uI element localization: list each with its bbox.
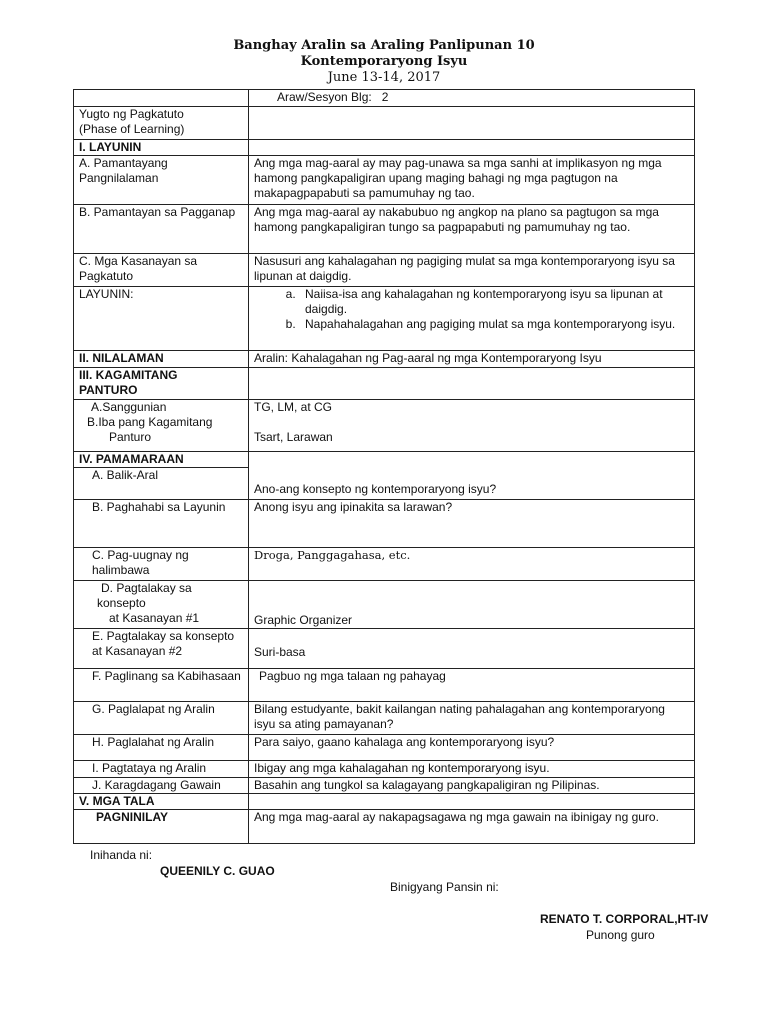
document-date: June 13-14, 2017	[327, 70, 441, 85]
kasanayan-label: C. Mga Kasanayan sa Pagkatuto	[74, 254, 249, 287]
table-row	[74, 761, 695, 778]
paghahabi-value: Anong isyu ang ipinakita sa larawan?	[249, 500, 695, 548]
table-row	[74, 794, 695, 810]
table-row	[74, 548, 695, 581]
table-row	[74, 735, 695, 761]
paglalahat-label: H. Paglalahat ng Aralin	[74, 735, 249, 761]
table-row	[74, 287, 695, 351]
sanggunian-value: TG, LM, at CG	[254, 400, 333, 414]
sanggunian-values	[249, 400, 695, 452]
list-item: b. Napahahalagahan ang pagiging mulat sa mga kontemporaryong isyu.	[299, 317, 689, 332]
phase-label: Yugto ng Pagkatuto (Phase of Learning)	[74, 107, 249, 140]
table-row	[74, 500, 695, 548]
list-item: a. Naiisa-isa ang kahalagahan ng kontemporaryong isyu sa lipunan at daigdig.	[299, 287, 689, 317]
pag-uugnay-label: C. Pag-uugnay ng halimbawa	[74, 548, 249, 581]
nilalaman-value: Aralin: Kahalagahan ng Pag-aaral ng mga Kontemporaryong Isyu	[249, 351, 695, 368]
table-cell	[249, 107, 695, 140]
document-subtitle: Kontemporaryong Isyu	[300, 54, 468, 69]
session-cell	[249, 90, 695, 107]
pag-uugnay-value: Droga, Panggagahasa, etc.	[249, 548, 695, 581]
table-row	[74, 90, 695, 107]
pagtataya-label: I. Pagtataya ng Aralin	[74, 761, 249, 778]
paglalahat-value: Para saiyo, gaano kahalaga ang kontemporaryong isyu?	[249, 735, 695, 761]
layunin-heading: I. LAYUNIN	[74, 140, 249, 156]
table-row	[74, 254, 695, 287]
paglalapat-label: G. Paglalapat ng Aralin	[74, 702, 249, 735]
table-row	[74, 351, 695, 368]
pagtalakay-1-value: Graphic Organizer	[249, 581, 695, 629]
table-row	[74, 107, 695, 140]
pagtalakay-2-label: E. Pagtalakay sa konsepto at Kasanayan #2	[74, 629, 249, 669]
layunin-label: LAYUNIN:	[74, 287, 249, 351]
table-row	[74, 156, 695, 205]
table-cell	[249, 368, 695, 400]
mga-tala-label: V. MGA TALA	[74, 794, 249, 810]
principal-title: Punong guro	[586, 928, 655, 942]
karagdagang-gawain-value: Basahin ang tungkol sa kalagayang pangkapaligiran ng Pilipinas.	[249, 778, 695, 794]
table-row	[74, 400, 695, 452]
pagtalakay-2-value: Suri-basa	[249, 629, 695, 669]
pagtataya-value: Ibigay ang mga kahalagahan ng kontemporaryong isyu.	[249, 761, 695, 778]
pamantayang-pangnilalaman-label: A. Pamantayang Pangnilalaman	[74, 156, 249, 205]
session-number: 2	[381, 90, 389, 104]
iba-pang-kagamitan-value: Tsart, Larawan	[254, 430, 333, 444]
table-row	[74, 810, 695, 844]
document-title: Banghay Aralin sa Araling Panlipunan 10	[233, 38, 535, 53]
paglinang-value: Pagbuo ng mga talaan ng pahayag	[249, 669, 695, 702]
kasanayan-value: Nasusuri ang kahalagahan ng pagiging mulat sa mga kontemporaryong isyu sa lipunan at daigdig.	[249, 254, 695, 287]
table-row	[74, 629, 695, 669]
layunin-list	[254, 287, 689, 332]
iba-pang-kagamitan-label: B.Iba pang Kagamitang	[87, 415, 213, 429]
table-row	[74, 669, 695, 702]
lesson-plan-table	[73, 89, 695, 844]
pagtalakay-1-label: D. Pagtalakay sa konsepto at Kasanayan #1	[74, 581, 249, 629]
pamantayan-pagganap-label: B. Pamantayan sa Pagganap	[74, 205, 249, 254]
table-row	[74, 140, 695, 156]
table-cell	[249, 140, 695, 156]
paghahabi-label: B. Paghahabi sa Layunin	[74, 500, 249, 548]
teacher-name: QUEENILY C. GUAO	[160, 864, 275, 878]
table-cell	[249, 794, 695, 810]
binigyang-pansin-label: Binigyang Pansin ni:	[390, 880, 499, 894]
pamamaraan-label: IV. PAMAMARAAN	[74, 452, 249, 468]
sanggunian-label: A.Sanggunian	[91, 400, 167, 414]
table-row	[74, 778, 695, 794]
balik-aral-value: Ano-ang konsepto ng kontemporaryong isyu?	[249, 452, 695, 500]
principal-name: RENATO T. CORPORAL,HT-IV	[540, 912, 709, 926]
nilalaman-label: II. NILALAMAN	[74, 351, 249, 368]
kagamitan-label: III. KAGAMITANG PANTURO	[74, 368, 249, 400]
sanggunian-labels: A.Sanggunian B.Iba pang Kagamitang Panturo	[74, 400, 249, 452]
pagninilay-label: PAGNINILAY	[74, 810, 249, 844]
layunin-list-cell	[249, 287, 695, 351]
pamantayang-pangnilalaman-value: Ang mga mag-aaral ay may pag-unawa sa mga sanhi at implikasyon ng mga hamong pangkapaligiran upang maging bahagi ng mga pagtugon na makapagpapabuti sa pamumuhay ng tao.	[249, 156, 695, 205]
inihanda-label: Inihanda ni:	[90, 848, 153, 862]
pamantayan-pagganap-value: Ang mga mag-aaral ay nakabubuo ng angkop na plano sa pagtugon sa mga hamong pangkapaligiran tungo sa pagpapabuti ng pamumuhay ng tao.	[249, 205, 695, 254]
session-label: Araw/Sesyon Blg:	[277, 90, 372, 104]
karagdagang-gawain-label: J. Karagdagang Gawain	[74, 778, 249, 794]
pagninilay-value: Ang mga mag-aaral ay nakapagsagawa ng mga gawain na ibinigay ng guro.	[249, 810, 695, 844]
table-row	[74, 205, 695, 254]
table-cell	[74, 90, 249, 107]
table-row	[74, 702, 695, 735]
paglinang-label: F. Paglinang sa Kabihasaan	[74, 669, 249, 702]
table-row	[74, 368, 695, 400]
table-row	[74, 581, 695, 629]
table-row	[74, 452, 695, 468]
paglalapat-value: Bilang estudyante, bakit kailangan nating pahalagahan ang kontemporaryong isyu sa ating pamayanan?	[249, 702, 695, 735]
balik-aral-label: A. Balik-Aral	[74, 468, 249, 500]
